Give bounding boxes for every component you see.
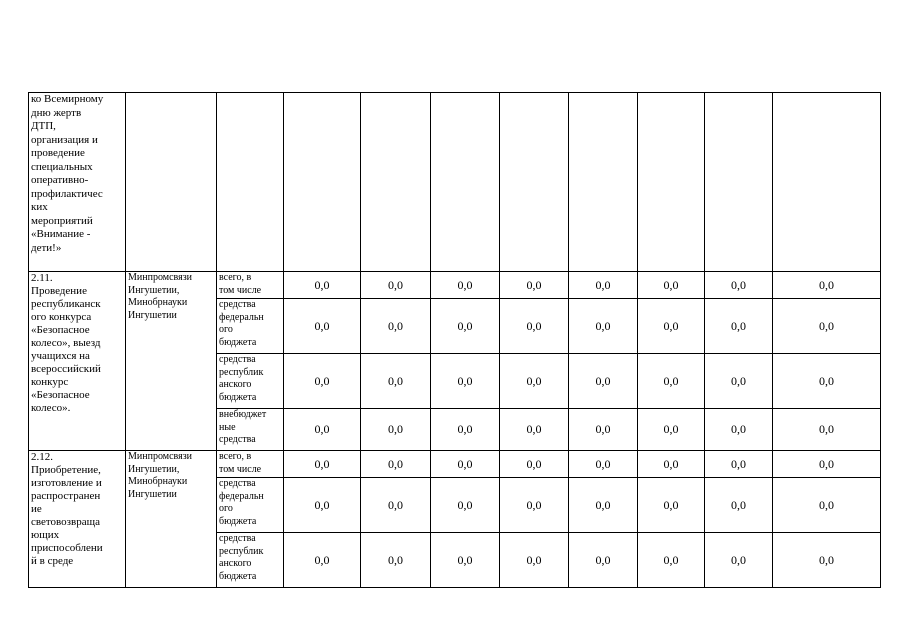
value-cell: 0,0 [773, 533, 881, 588]
value-cell: 0,0 [500, 299, 569, 354]
value-cell: 0,0 [705, 478, 773, 533]
value-cell: 0,0 [500, 272, 569, 299]
value-cell [500, 93, 569, 272]
source-cell: средства республик анского бюджета [217, 533, 284, 588]
value-cell: 0,0 [638, 533, 705, 588]
value-cell: 0,0 [773, 451, 881, 478]
value-cell: 0,0 [773, 478, 881, 533]
executor-cell [126, 93, 217, 272]
value-cell: 0,0 [284, 409, 361, 451]
value-cell: 0,0 [705, 451, 773, 478]
value-cell: 0,0 [431, 272, 500, 299]
value-cell: 0,0 [361, 451, 431, 478]
value-cell [569, 93, 638, 272]
value-cell [431, 93, 500, 272]
value-cell: 0,0 [705, 272, 773, 299]
value-cell: 0,0 [500, 451, 569, 478]
value-cell: 0,0 [431, 478, 500, 533]
value-cell: 0,0 [361, 409, 431, 451]
value-cell: 0,0 [361, 533, 431, 588]
value-cell: 0,0 [284, 533, 361, 588]
value-cell: 0,0 [569, 409, 638, 451]
table-row [29, 272, 881, 299]
value-cell: 0,0 [431, 299, 500, 354]
value-cell: 0,0 [705, 409, 773, 451]
value-cell: 0,0 [638, 354, 705, 409]
value-cell: 0,0 [284, 272, 361, 299]
value-cell: 0,0 [638, 409, 705, 451]
value-cell: 0,0 [284, 299, 361, 354]
value-cell: 0,0 [569, 533, 638, 588]
value-cell: 0,0 [638, 272, 705, 299]
source-cell: средства республик анского бюджета [217, 354, 284, 409]
value-cell: 0,0 [569, 272, 638, 299]
measure-cell: 2.11. Проведение республиканск ого конкурса «Безопасное колесо», выезд учащихся на всероссийский конкурс «Безопасное колесо». [29, 272, 126, 451]
value-cell: 0,0 [569, 354, 638, 409]
value-cell [773, 93, 881, 272]
value-cell: 0,0 [569, 451, 638, 478]
source-cell: средства федеральн ого бюджета [217, 478, 284, 533]
executor-cell: Минпромсвязи Ингушетии, Минобрнауки Ингушетии [126, 272, 217, 451]
value-cell [284, 93, 361, 272]
value-cell: 0,0 [361, 478, 431, 533]
value-cell: 0,0 [431, 533, 500, 588]
measure-cell: ко Всемирному дню жертв ДТП, организация и проведение специальных оперативно- профилактичес ких мероприятий «Внимание - дети!» [29, 93, 126, 272]
value-cell: 0,0 [284, 451, 361, 478]
value-cell: 0,0 [500, 478, 569, 533]
value-cell: 0,0 [284, 354, 361, 409]
value-cell: 0,0 [705, 533, 773, 588]
source-cell [217, 93, 284, 272]
source-cell: всего, в том числе [217, 272, 284, 299]
source-cell: внебюджет ные средства [217, 409, 284, 451]
value-cell: 0,0 [431, 354, 500, 409]
source-cell: всего, в том числе [217, 451, 284, 478]
value-cell: 0,0 [431, 451, 500, 478]
value-cell: 0,0 [361, 272, 431, 299]
value-cell: 0,0 [431, 409, 500, 451]
value-cell: 0,0 [284, 478, 361, 533]
budget-table [28, 92, 881, 588]
value-cell: 0,0 [500, 354, 569, 409]
value-cell: 0,0 [569, 299, 638, 354]
table-row [29, 451, 881, 478]
value-cell: 0,0 [638, 478, 705, 533]
value-cell [361, 93, 431, 272]
value-cell: 0,0 [638, 299, 705, 354]
source-cell: средства федеральн ого бюджета [217, 299, 284, 354]
value-cell: 0,0 [705, 299, 773, 354]
executor-cell: Минпромсвязи Ингушетии, Минобрнауки Ингушетии [126, 451, 217, 588]
value-cell: 0,0 [638, 451, 705, 478]
value-cell: 0,0 [569, 478, 638, 533]
value-cell: 0,0 [361, 354, 431, 409]
measure-cell: 2.12. Приобретение, изготовление и распространен ие световозвраща ющих приспособлени й в среде [29, 451, 126, 588]
value-cell: 0,0 [773, 272, 881, 299]
value-cell [638, 93, 705, 272]
value-cell: 0,0 [500, 533, 569, 588]
value-cell: 0,0 [773, 354, 881, 409]
value-cell: 0,0 [773, 409, 881, 451]
value-cell: 0,0 [361, 299, 431, 354]
value-cell [705, 93, 773, 272]
value-cell: 0,0 [773, 299, 881, 354]
table-row [29, 93, 881, 272]
value-cell: 0,0 [705, 354, 773, 409]
value-cell: 0,0 [500, 409, 569, 451]
